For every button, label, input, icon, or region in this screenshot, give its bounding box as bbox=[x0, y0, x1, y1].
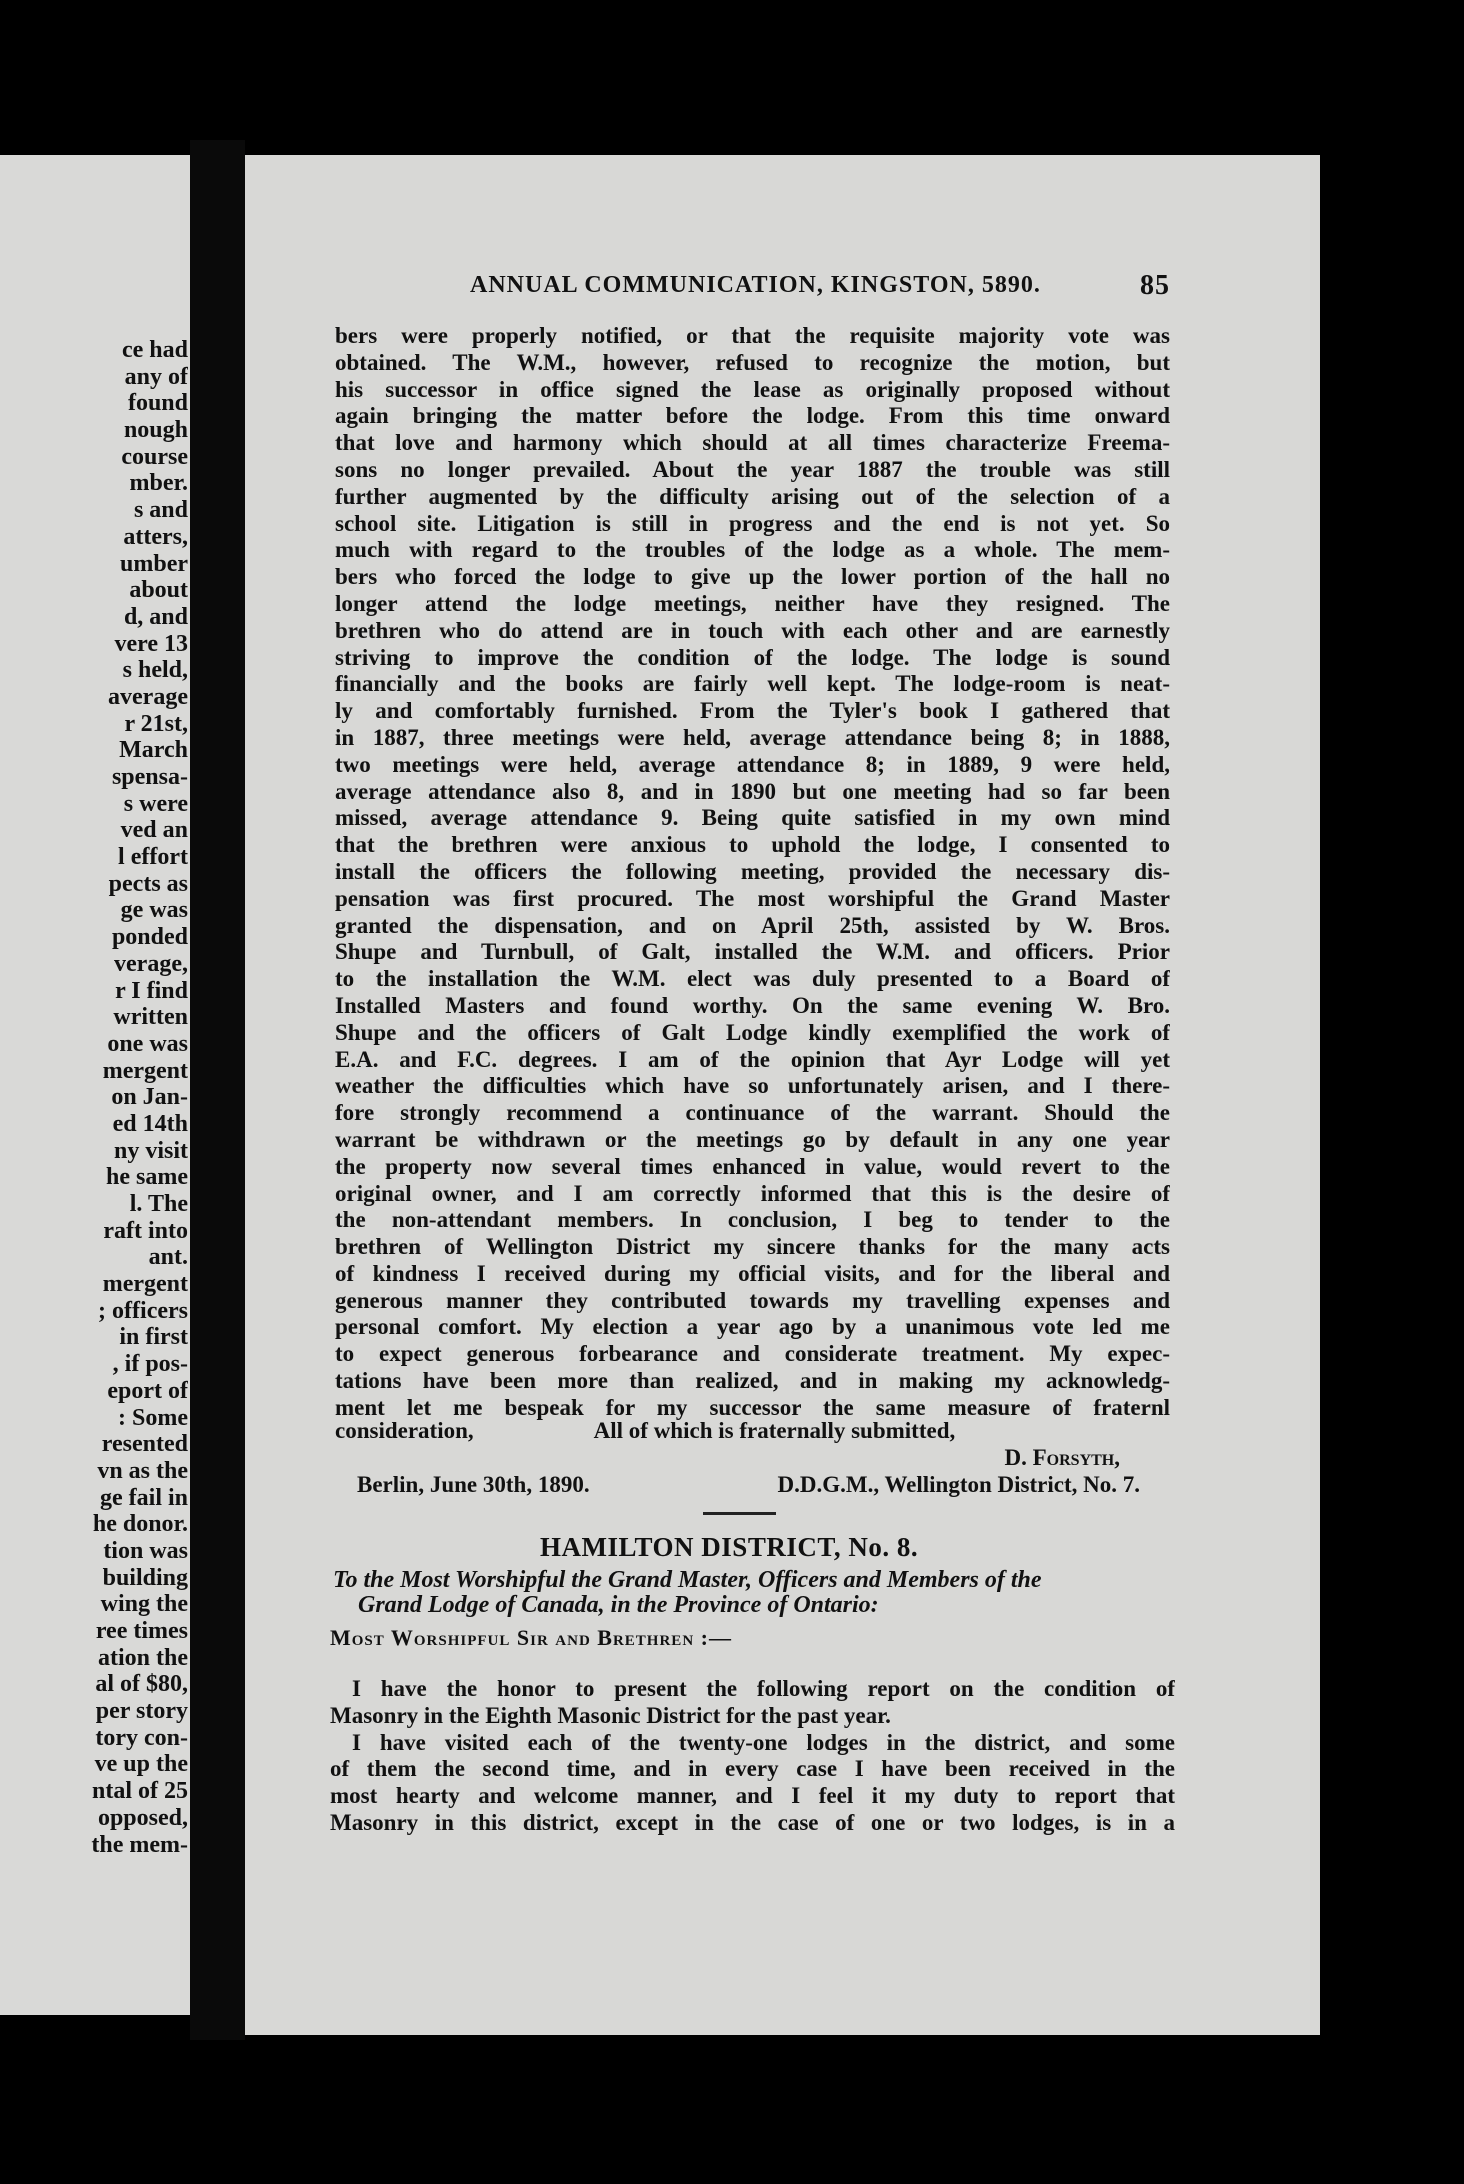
text-line: most hearty and welcome manner, and I feel it my duty to report that bbox=[330, 1783, 1175, 1809]
left-page-line: s were bbox=[123, 790, 188, 817]
left-page-line: ce had bbox=[122, 337, 188, 363]
left-page-line: he donor. bbox=[92, 1511, 188, 1538]
text-line: average attendance also 8, and in 1890 but one meeting had so far been bbox=[335, 778, 1170, 804]
left-page bbox=[0, 155, 190, 2015]
text-line: of kindness I received during my official visits, and for the liberal and bbox=[335, 1260, 1170, 1286]
left-page-line: tion was bbox=[103, 1537, 188, 1564]
left-page-line: in first bbox=[119, 1324, 188, 1351]
left-page-line: raft into bbox=[103, 1217, 188, 1244]
signature: D. Forsyth, bbox=[1004, 1444, 1120, 1470]
report-closing bbox=[335, 1418, 1170, 1498]
left-page-line: spensa- bbox=[111, 764, 188, 790]
text-line: Installed Masters and found worthy. On the same evening W. Bro. bbox=[335, 992, 1170, 1018]
left-page-line: ved an bbox=[120, 817, 188, 844]
left-page-line: al of $80, bbox=[95, 1671, 188, 1698]
left-page-line: March bbox=[119, 737, 188, 764]
left-page-line: mber. bbox=[129, 470, 188, 497]
text-line: two meetings were held, average attendance 8; in 1889, 9 were held, bbox=[335, 751, 1170, 777]
hamilton-report-text bbox=[330, 1675, 1175, 1836]
address-line-2: Grand Lodge of Canada, in the Province of Ontario: bbox=[358, 1592, 879, 1618]
left-page-line: , if pos- bbox=[112, 1351, 188, 1378]
text-line: E.A. and F.C. degrees. I am of the opinion that Ayr Lodge will yet bbox=[335, 1046, 1170, 1072]
left-page-line: ge fail in bbox=[100, 1484, 188, 1511]
signatory-office: D.D.G.M., Wellington District, No. 7. bbox=[777, 1471, 1140, 1497]
text-line: ly and comfortably furnished. From the Tyler's book I gathered that bbox=[335, 698, 1170, 724]
district-heading: HAMILTON DISTRICT, No. 8. bbox=[540, 1532, 919, 1562]
text-line: brethren of Wellington District my sincere thanks for the many acts bbox=[335, 1234, 1170, 1260]
left-page-line: vere 13 bbox=[114, 630, 188, 657]
text-line: the non-attendant members. In conclusion, I beg to tender to the bbox=[335, 1207, 1170, 1233]
text-line: school site. Litigation is still in progress and the end is not yet. So bbox=[335, 510, 1170, 536]
text-line: longer attend the lodge meetings, neither have they resigned. The bbox=[335, 590, 1170, 616]
text-line: I have visited each of the twenty-one lodges in the district, and some bbox=[352, 1729, 1175, 1755]
text-line: bers were properly notified, or that the requisite majority vote was bbox=[335, 323, 1170, 348]
left-page-line: course bbox=[121, 443, 188, 470]
text-line: again bringing the matter before the lodge. From this time onward bbox=[335, 403, 1170, 429]
left-page-line: on Jan- bbox=[111, 1084, 188, 1111]
left-page-line: ed 14th bbox=[112, 1110, 188, 1137]
text-line: warrant be withdrawn or the meetings go by default in any one year bbox=[335, 1126, 1170, 1152]
left-page-line: ree times bbox=[95, 1618, 188, 1644]
left-page-line: l. The bbox=[129, 1191, 188, 1217]
left-page-line: written bbox=[113, 1004, 188, 1031]
text-line: Masonry in the Eighth Masonic District for the past year. bbox=[330, 1702, 891, 1728]
left-page-line: d, and bbox=[123, 603, 188, 630]
left-page-line: : Some bbox=[118, 1404, 188, 1431]
left-page-line: l effort bbox=[118, 844, 188, 871]
address-line-1: To the Most Worshipful the Grand Master, Officers and Members of the bbox=[333, 1567, 1042, 1593]
left-page-line: pects as bbox=[108, 870, 188, 897]
text-line: tations have been more than realized, and in making my acknowledg- bbox=[335, 1368, 1170, 1394]
text-line: the property now several times enhanced in value, would revert to the bbox=[335, 1153, 1170, 1179]
place-date: Berlin, June 30th, 1890. bbox=[357, 1471, 590, 1497]
text-line: Masonry in this district, except in the case of one or two lodges, is in a bbox=[330, 1809, 1175, 1835]
left-page-line: mergent bbox=[102, 1271, 188, 1298]
text-line: bers who forced the lodge to give up the lower portion of the hall no bbox=[335, 564, 1170, 590]
left-page-line: found bbox=[127, 390, 188, 417]
page-number: 85 bbox=[1140, 270, 1170, 301]
text-line: generous manner they contributed towards my travelling expenses and bbox=[335, 1287, 1170, 1313]
left-page-line: per story bbox=[95, 1698, 188, 1725]
text-line: that love and harmony which should at all times characterize Freema- bbox=[335, 430, 1170, 456]
left-page-line: s and bbox=[133, 497, 188, 524]
left-page-line: building bbox=[102, 1564, 188, 1591]
text-line: install the officers the following meeting, provided the necessary dis- bbox=[335, 858, 1170, 884]
left-page-line: the mem- bbox=[91, 1831, 188, 1858]
left-page-line: r 21st, bbox=[124, 710, 188, 737]
left-page-line: about bbox=[129, 577, 188, 604]
left-page-line: wing the bbox=[100, 1591, 188, 1618]
left-page-line: ; officers bbox=[98, 1297, 188, 1324]
left-page-line: umber bbox=[120, 550, 188, 577]
text-line: sons no longer prevailed. About the year 1887 the trouble was still bbox=[335, 456, 1170, 482]
text-line: brethren who do attend are in touch with each other and are earnestly bbox=[335, 617, 1170, 643]
text-line: in 1887, three meetings were held, average attendance being 8; in 1888, bbox=[335, 724, 1170, 750]
text-line: pensation was first procured. The most worshipful the Grand Master bbox=[335, 885, 1170, 911]
text-line: fore strongly recommend a continuance of the warrant. Should the bbox=[335, 1100, 1170, 1126]
left-page-line: he same bbox=[106, 1164, 188, 1191]
text-line: Shupe and Turnbull, of Galt, installed the W.M. and officers. Prior bbox=[335, 939, 1170, 965]
text-line: of them the second time, and in every case I have been received in the bbox=[330, 1756, 1175, 1782]
text-line: to expect generous forbearance and considerate treatment. My expec- bbox=[335, 1341, 1170, 1367]
left-page-line: resented bbox=[101, 1431, 188, 1458]
text-line: ment let me bespeak for my successor the same measure of fraternl bbox=[335, 1394, 1170, 1420]
left-page-line: atters, bbox=[123, 523, 188, 550]
left-page-line: any of bbox=[124, 363, 188, 390]
left-page-line: ve up the bbox=[94, 1751, 188, 1778]
text-line: Shupe and the officers of Galt Lodge kindly exemplified the work of bbox=[335, 1019, 1170, 1045]
text-line: missed, average attendance 9. Being quite satisfied in my own mind bbox=[335, 805, 1170, 831]
text-line: original owner, and I am correctly informed that this is the desire of bbox=[335, 1180, 1170, 1206]
text-line: weather the difficulties which have so unfortunately arisen, and I there- bbox=[335, 1073, 1170, 1099]
text-line: much with regard to the troubles of the lodge as a whole. The mem- bbox=[335, 537, 1170, 563]
wellington-report-text bbox=[335, 323, 1170, 1422]
section-divider bbox=[703, 1512, 776, 1515]
left-page-line: mergent bbox=[102, 1057, 188, 1084]
left-page-line: opposed, bbox=[97, 1804, 188, 1831]
header-title: ANNUAL COMMUNICATION, KINGSTON, 5890. bbox=[470, 272, 1041, 298]
left-page-line: average bbox=[108, 683, 188, 710]
left-page-line: ntal of 25 bbox=[92, 1778, 188, 1805]
left-page-line: tory con- bbox=[95, 1724, 188, 1751]
left-page-line: ge was bbox=[120, 897, 188, 924]
left-page-line: r I find bbox=[115, 977, 188, 1004]
text-line: that the brethren were anxious to uphold the lodge, I consented to bbox=[335, 832, 1170, 858]
left-page-line: s held, bbox=[122, 657, 188, 684]
left-page-line: ponded bbox=[111, 924, 188, 951]
text-line: financially and the books are fairly well kept. The lodge-room is neat- bbox=[335, 671, 1170, 697]
left-page-line: ant. bbox=[148, 1244, 188, 1271]
text-line: granted the dispensation, and on April 25th, assisted by W. Bros. bbox=[335, 912, 1170, 938]
report-address bbox=[333, 1568, 1173, 1618]
text-line: his successor in office signed the lease as originally proposed without bbox=[335, 376, 1170, 402]
text-line: striving to improve the condition of the lodge. The lodge is sound bbox=[335, 644, 1170, 670]
text-line: further augmented by the difficulty arising out of the selection of a bbox=[335, 483, 1170, 509]
left-page-line: ny visit bbox=[113, 1137, 188, 1164]
left-page-line: eport of bbox=[107, 1377, 188, 1404]
left-page-text bbox=[0, 337, 188, 1858]
text-line: obtained. The W.M., however, refused to recognize the motion, but bbox=[335, 349, 1170, 375]
text-line: I have the honor to present the following report on the condition of bbox=[352, 1676, 1175, 1701]
text-line: to the installation the W.M. elect was duly presented to a Board of bbox=[335, 966, 1170, 992]
left-page-line: verage, bbox=[114, 950, 188, 977]
left-page-line: vn as the bbox=[97, 1457, 188, 1484]
closing-consideration: consideration, bbox=[335, 1418, 474, 1443]
text-line: personal comfort. My election a year ago by a unanimous vote led me bbox=[335, 1314, 1170, 1340]
salutation: Most Worshipful Sir and Brethren :— bbox=[330, 1625, 732, 1650]
closing-submitted: All of which is fraternally submitted, bbox=[593, 1418, 956, 1443]
left-page-line: nough bbox=[123, 417, 188, 444]
left-page-line: ation the bbox=[98, 1644, 188, 1671]
left-page-line: one was bbox=[107, 1030, 188, 1057]
book-gutter bbox=[190, 140, 245, 2040]
